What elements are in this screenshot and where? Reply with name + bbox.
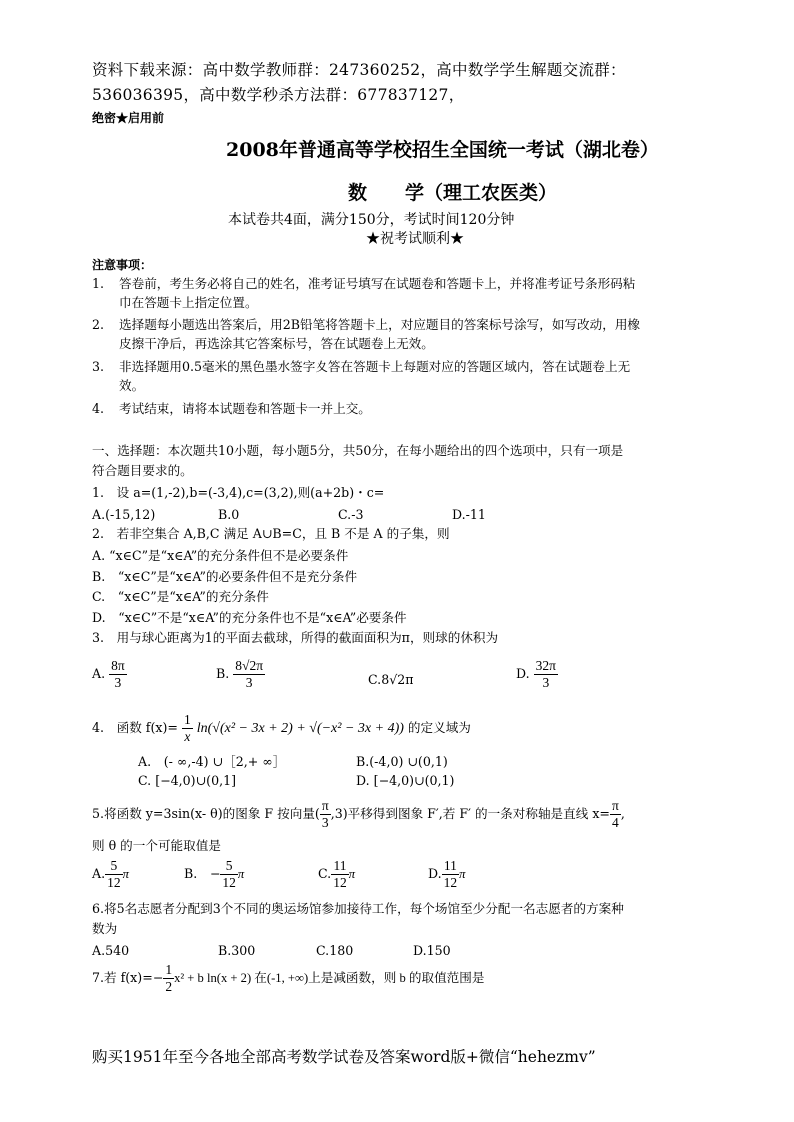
q4-stem <box>92 712 471 745</box>
q3-b-fraction <box>233 658 265 691</box>
q5-c-pi: π <box>348 867 356 881</box>
q5-b-fraction <box>220 858 238 891</box>
q5-option-d <box>428 858 465 891</box>
wish-text: ★祝考试顺利★ <box>366 231 464 247</box>
q3-option-d <box>516 658 558 691</box>
note-line: 非选择题用0.5毫米的黑色墨水签字夊答在答题卡上每题对应的答题区域内，答在试题卷上无 <box>119 359 631 374</box>
note-line: 选择题每小题选出答案后，用2B铅笔将答题卡上，对应题目的答案标号涂写，如写改动，用橡 <box>119 317 641 332</box>
q4-option-b: B.(-4,0) ∪(0,1) <box>356 754 448 769</box>
denominator: 3 <box>114 675 122 690</box>
denominator: 2 <box>165 979 173 994</box>
denominator: 12 <box>443 875 458 890</box>
q5-middle: ,3)平移得到图象 F′,若 F′ 的一条对称轴是直线 x= <box>330 806 610 821</box>
q3-d-label: D. <box>516 666 530 681</box>
q6-option-a: A.540 <box>92 943 130 958</box>
q7-stem <box>92 962 484 995</box>
q5-stem <box>92 798 625 831</box>
q5-d-fraction <box>442 858 460 891</box>
q1-option-c: C.-3 <box>338 507 364 522</box>
q5-d-label: D. <box>428 866 442 881</box>
q5-c-label: C. <box>318 866 332 881</box>
q4-prefix: 4. 函数 f(x)= <box>92 720 178 735</box>
header-line-2: 536036395，高中数学秒杀方法群：677837127， <box>92 86 465 104</box>
q5-prefix: 5.将函数 y=3sin(x- θ)的图象 F 按向量( <box>92 806 320 821</box>
note-item-1 <box>92 274 636 293</box>
exam-subtitle: 数 学（理工农医类） <box>348 182 558 204</box>
q5-axis-fraction <box>610 798 621 831</box>
denominator: 12 <box>333 875 347 890</box>
q2-option-c: C. “x∈C”是“x∈A”的充分条件 <box>92 589 269 604</box>
q2-option-d: D. “x∈C”不是“x∈A”的充分条件也不是“x∈A”必要条件 <box>92 610 407 625</box>
q3-option-b <box>216 658 265 691</box>
q4-suffix: 的定义域为 <box>407 720 471 735</box>
note-item-2 <box>92 315 641 334</box>
note-num: 3. <box>92 359 105 374</box>
numerator: 5 <box>220 858 238 875</box>
note-item-2-cont: 皮擦干净后，再选涂其它答案标号，答在试题卷上无效。 <box>119 336 434 351</box>
q7-prefix: 7.若 f(x)=− <box>92 970 164 985</box>
q6-option-c: C.180 <box>316 943 354 958</box>
note-item-4 <box>92 399 371 418</box>
denominator: 4 <box>612 815 619 830</box>
q2-option-a: A. “x∈C”是“x∈A”的充分条件但不是必要条件 <box>92 548 349 563</box>
numerator: π <box>321 798 329 813</box>
section-intro-2: 符合题目要求的。 <box>92 463 193 478</box>
q1-option-a: A.(-15,12) <box>92 507 156 522</box>
q5-option-c <box>318 858 355 891</box>
numerator: 11 <box>331 858 349 875</box>
numerator: 1 <box>183 712 191 727</box>
q3-option-a <box>92 658 127 691</box>
q6-option-b: B.300 <box>218 943 256 958</box>
header-line-1: 资料下载来源：高中数学教师群：247360252，高中数学学生解题交流群： <box>92 61 626 79</box>
q3-b-label: B. <box>216 666 230 681</box>
q6-line-2: 数为 <box>92 921 118 936</box>
q5-a-label: A. <box>92 866 106 881</box>
q4-fraction <box>182 712 193 745</box>
numerator: 11 <box>442 858 460 875</box>
q4-option-c: C. [−4,0)∪(0,1] <box>138 773 237 788</box>
notes-heading: 注意事项： <box>92 258 153 272</box>
note-item-1-cont: 巾在答题卡上指定位置。 <box>119 295 258 310</box>
q7-fraction <box>163 962 174 995</box>
q4-option-a: A. (- ∞,-4) ∪［2,+ ∞］ <box>138 754 286 769</box>
q2-stem: 2. 若非空集合 A,B,C 满足 A∪B=C，且 B 不是 A 的子集，则 <box>92 526 450 541</box>
q3-a-label: A. <box>92 666 106 681</box>
denominator: 3 <box>245 675 253 690</box>
numerator: 8π <box>111 658 125 673</box>
q6-option-d: D.150 <box>413 943 451 958</box>
note-num: 1. <box>92 276 105 291</box>
q5-line-2: 则 θ 的一个可能取值是 <box>92 838 221 853</box>
q3-d-fraction <box>534 658 558 691</box>
denominator: 12 <box>222 875 236 890</box>
note-line: 答卷前，考生务必将自己的姓名，准考证号填写在试题卷和答题卡上，并将准考证号条形码粘 <box>119 276 636 291</box>
note-line: 考试结束，请将本试题卷和答题卡一并上交。 <box>119 401 371 416</box>
denominator: 3 <box>542 675 550 690</box>
q3-a-fraction <box>109 658 127 691</box>
numerator: π <box>611 798 619 813</box>
q5-d-pi: π <box>459 867 466 881</box>
exam-info: 本试卷共4面，满分150分，考试时间120分钟 <box>228 212 515 228</box>
q5-end: , <box>620 806 625 821</box>
numerator: 5 <box>105 858 123 875</box>
numerator: 32π <box>535 658 556 673</box>
q5-b-pi: π <box>237 867 245 881</box>
section-intro-1: 一、选择题：本次题共10小题，每小题5分，共50分，在每小题给出的四个选项中，只有一项是 <box>92 443 624 458</box>
q5-a-pi: π <box>122 867 129 881</box>
q2-option-b: B. “x∈C”是“x∈A”的必要条件但不是充分条件 <box>92 569 358 584</box>
numerator: 8√2π <box>235 658 264 673</box>
q3-option-c: C.8√2π <box>368 672 414 687</box>
note-item-3-cont: 效。 <box>119 378 145 393</box>
denominator: 3 <box>321 815 329 830</box>
q6-line-1: 6.将5名志愿者分配到3个不同的奥运场馆参加接待工作，每个场馆至少分配一名志愿者的方案种 <box>92 901 624 916</box>
q1-stem: 1. 设 a=(1,-2),b=(-3,4),c=(3,2),则(a+2b)・c= <box>92 485 385 500</box>
q5-c-fraction <box>331 858 349 891</box>
q5-vector-fraction <box>320 798 331 831</box>
footer-text: 购买1951年至今各地全部高考数学试卷及答案word版+微信“hehezmv” <box>92 1048 596 1066</box>
q1-option-b: B.0 <box>218 507 240 522</box>
numerator: 1 <box>165 962 173 977</box>
q3-stem: 3. 用与球心距离为1的平面去截球，所得的截面面积为π，则球的休积为 <box>92 630 499 645</box>
q7-suffix: x² + b ln(x + 2) 在(-1, +∞)上是减函数，则 b 的取值范围是 <box>174 971 485 985</box>
q4-expression: ln(√(x² − 3x + 2) + √(−x² − 3x + 4)) <box>196 721 404 736</box>
q5-a-fraction <box>105 858 123 891</box>
note-item-3 <box>92 357 631 376</box>
q1-option-d: D.-11 <box>452 507 486 522</box>
q5-option-b <box>184 858 244 891</box>
q4-option-d: D. [−4,0)∪(0,1) <box>356 773 455 788</box>
q5-option-a <box>92 858 129 891</box>
exam-title: 2008年普通高等学校招生全国统一考试（湖北卷） <box>226 139 659 161</box>
secret-label: 绝密★启用前 <box>92 111 165 125</box>
denominator: 12 <box>107 875 121 890</box>
q5-b-label: B. − <box>184 866 221 881</box>
note-num: 4. <box>92 401 105 416</box>
note-num: 2. <box>92 317 105 332</box>
denominator: x <box>184 729 191 744</box>
